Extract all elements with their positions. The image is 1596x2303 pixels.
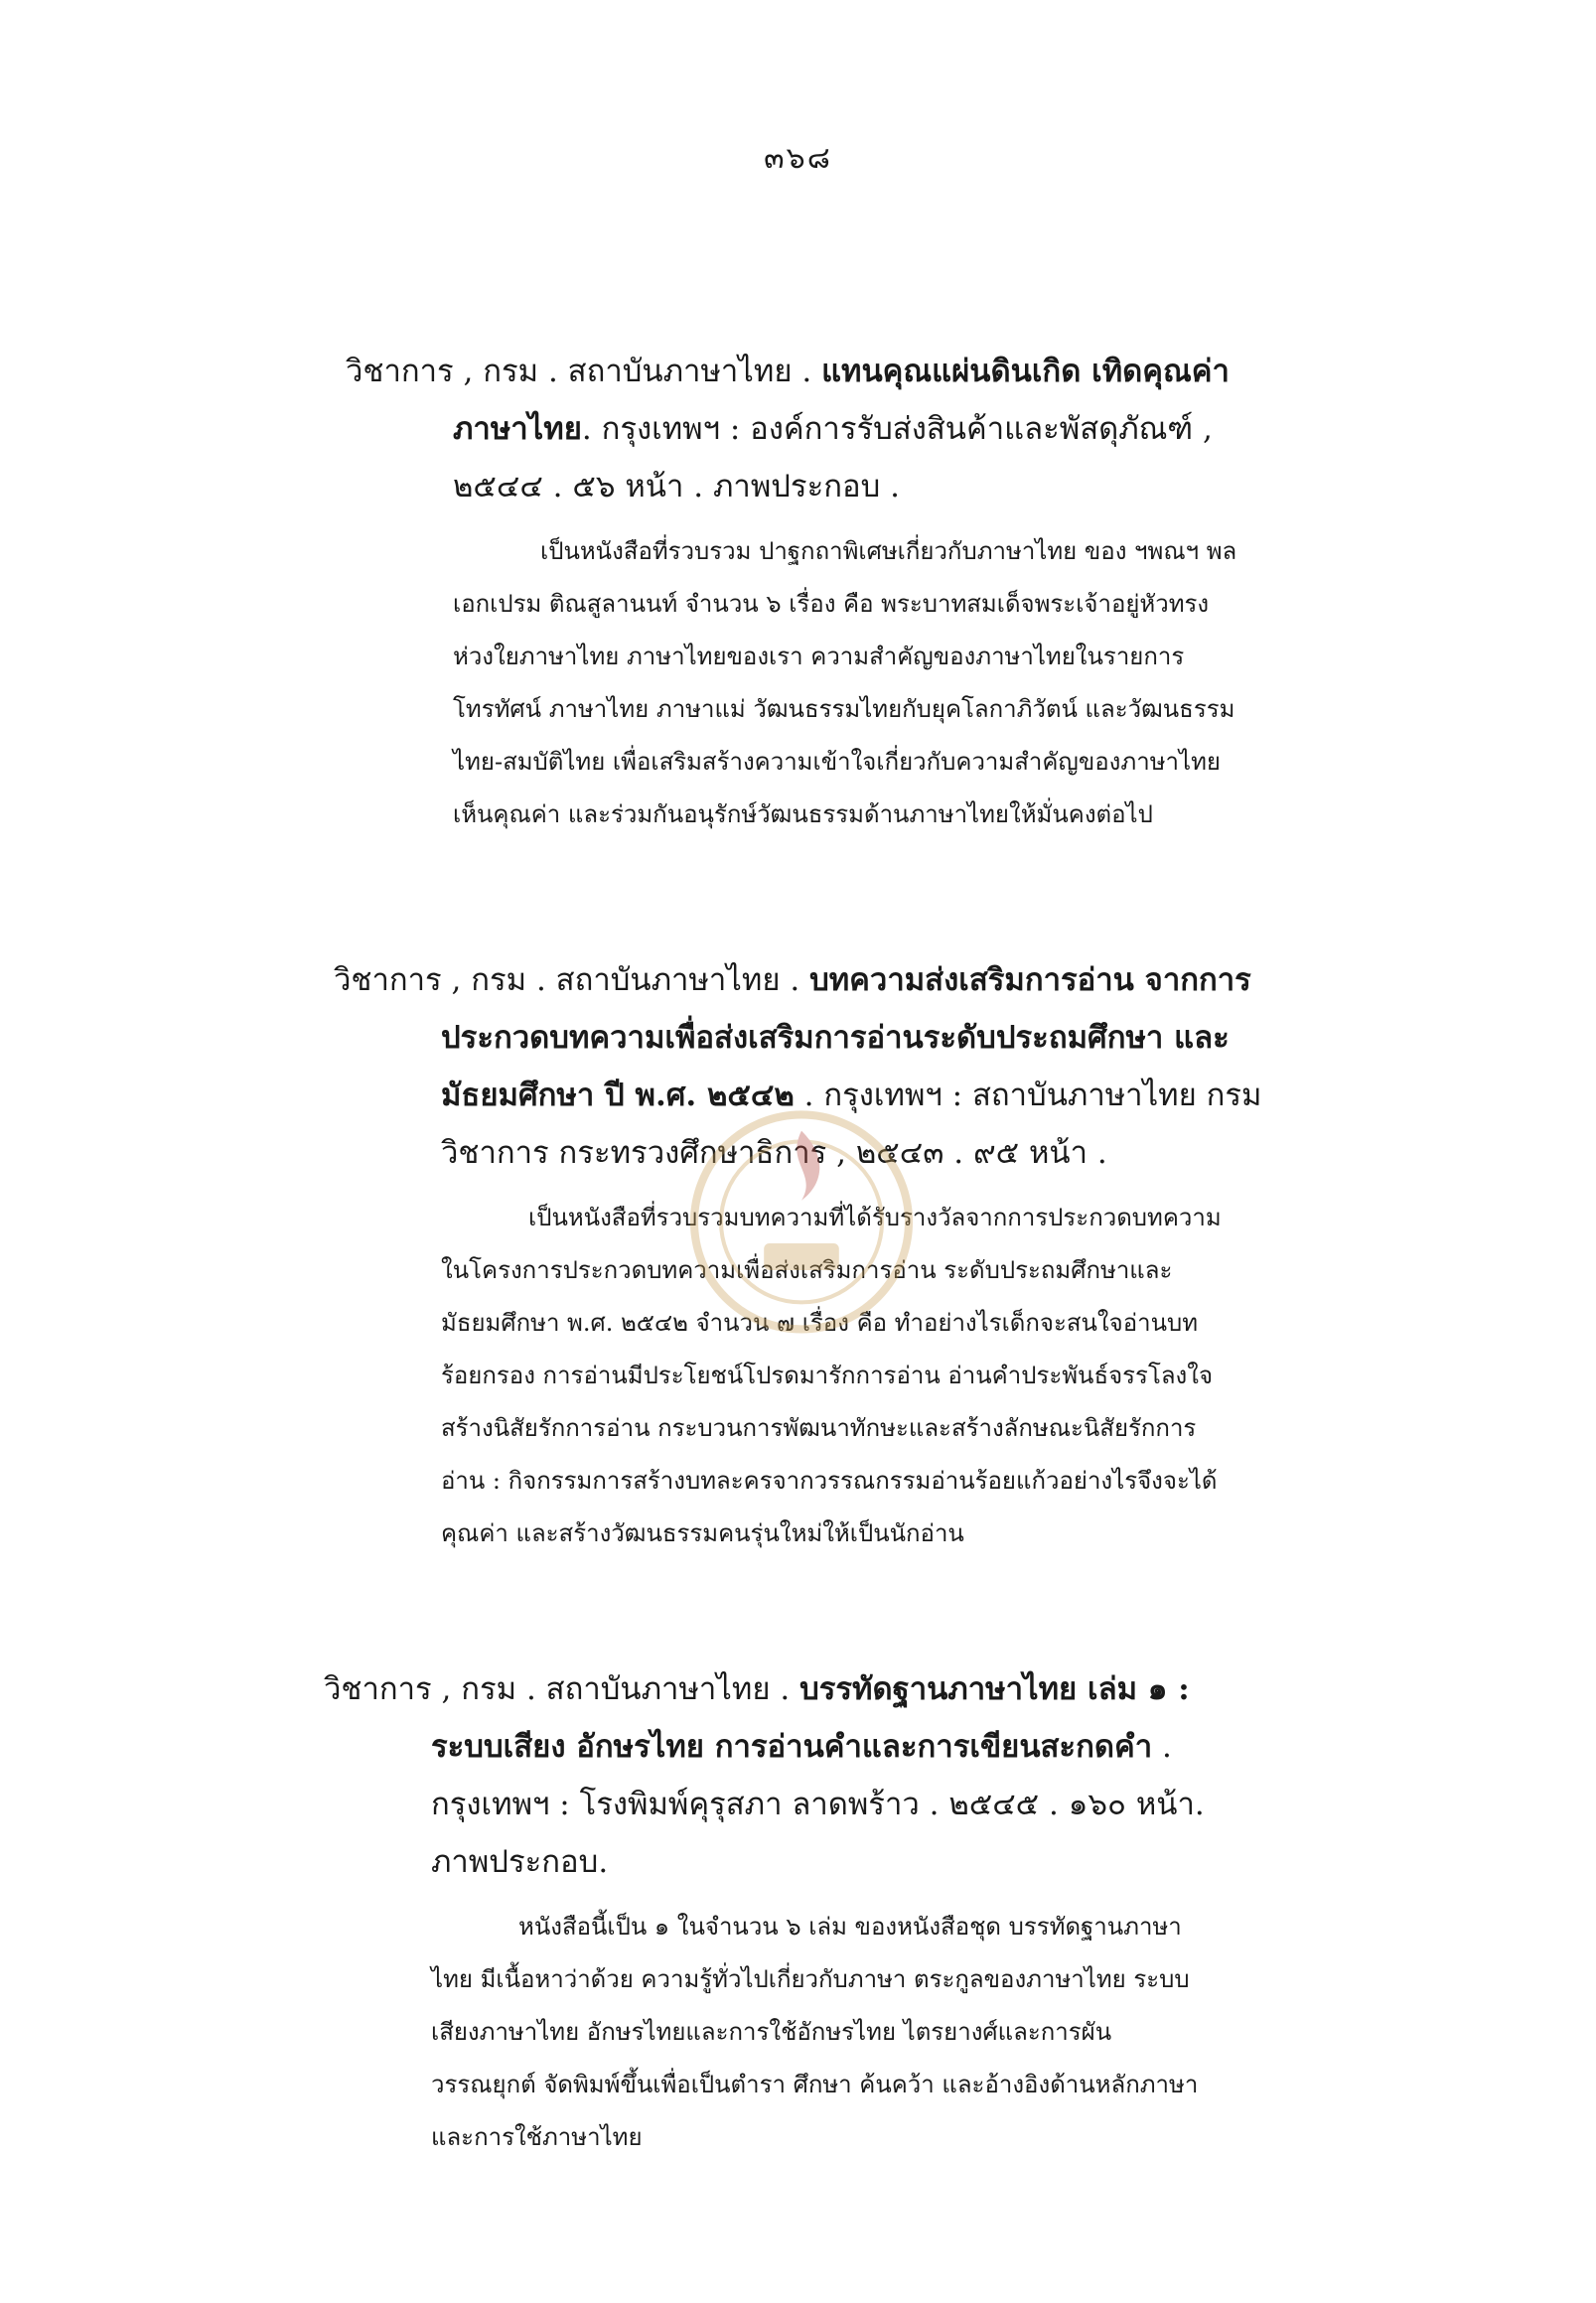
citation-author: วิชาการ , กรม . สถาบันภาษาไทย .: [346, 354, 822, 389]
bibliography-entry: [0, 343, 1596, 841]
citation: [324, 1660, 1267, 1891]
citation: [334, 951, 1277, 1182]
annotation: หนังสือนี้เป็น ๑ ในจำนวน ๖ เล่ม ของหนังสือชุด บรรทัดฐานภาษาไทย มีเนื้อหาว่าด้วย ความรู้ทั่วไปเกี่ยวกับภาษา ตระกูลของภาษาไทย ระบบเสียงภาษาไทย อักษรไทยและการใช้อักษรไทย ไตรยางศ์และการผันวรรณยุกต์ จัดพิมพ์ขึ้นเพื่อเป็นตำรา ศึกษา ค้นคว้า และอ้างอิงด้านหลักภาษาและการใช้ภาษาไทย: [431, 1913, 1199, 2151]
citation-publication: . กรุงเทพฯ : โรงพิมพ์คุรุสภา ลาดพร้าว . ๒๕๔๕ . ๑๖๐ หน้า. ภาพประกอบ.: [431, 1729, 1205, 1880]
annotation: เป็นหนังสือที่รวบรวม ปาฐกถาพิเศษเกี่ยวกับภาษาไทย ของ ฯพณฯ พลเอกเปรม ติณสูลานนท์ จำนวน ๖ เรื่อง คือ พระบาทสมเด็จพระเจ้าอยู่หัวทรงห่วงใยภาษาไทย ภาษาไทยของเรา ความสำคัญของภาษาไทยในรายการโทรทัศน์ ภาษาไทย ภาษาแม่ วัฒนธรรมไทยกับยุคโลกาภิวัตน์ และวัฒนธรรมไทย-สมบัติไทย เพื่อเสริมสร้างความเข้าใจเกี่ยวกับความสำคัญของภาษาไทย เห็นคุณค่า และร่วมกันอนุรักษ์วัฒนธรรมด้านภาษาไทยให้มั่นคงต่อไป: [453, 537, 1237, 828]
citation-author: วิชาการ , กรม . สถาบันภาษาไทย .: [334, 962, 810, 998]
annotation: เป็นหนังสือที่รวบรวมบทความที่ได้รับรางวัลจากการประกวดบทความในโครงการประกวดบทความเพื่อส่งเสริมการอ่าน ระดับประถมศึกษาและมัธยมศึกษา พ.ศ. ๒๕๔๒ จำนวน ๗ เรื่อง คือ ทำอย่างไรเด็กจะสนใจอ่านบทร้อยกรอง การอ่านมีประโยชน์โปรดมารักการอ่าน อ่านคำประพันธ์จรรโลงใจสร้างนิสัยรักการอ่าน กระบวนการพัฒนาทักษะและสร้างลักษณะนิสัยรักการอ่าน : กิจกรรมการสร้างบทละครจากวรรณกรรมอ่านร้อยแก้วอย่างไรจึงจะได้คุณค่า และสร้างวัฒนธรรมคนรุ่นใหม่ให้เป็นนักอ่าน: [441, 1204, 1222, 1547]
citation-title: บรรทัดฐานภาษาไทย เล่ม ๑ : ระบบเสียง อักษรไทย การอ่านคำและการเขียนสะกดคำ: [431, 1671, 1190, 1765]
citation-publication: . กรุงเทพฯ : สถาบันภาษาไทย กรมวิชาการ กระทรวงศึกษาธิการ , ๒๕๔๓ . ๙๕ หน้า .: [441, 1078, 1262, 1171]
bibliography-entry: [0, 1660, 1596, 2164]
bibliography-entry: [0, 951, 1596, 1560]
citation: [346, 343, 1299, 515]
citation-title: แทนคุณแผ่นดินเกิด เทิดคุณค่าภาษาไทย: [453, 354, 1230, 447]
citation-publication: . กรุงเทพฯ : องค์การรับส่งสินค้าและพัสดุภัณฑ์ , ๒๕๔๔ . ๕๖ หน้า . ภาพประกอบ .: [453, 411, 1213, 504]
citation-title: บทความส่งเสริมการอ่าน จากการประกวดบทความเพื่อส่งเสริมการอ่านระดับประถมศึกษา และมัธยมศึกษา ปี พ.ศ. ๒๕๔๒: [441, 962, 1251, 1113]
page-number: ๓๖๘: [764, 141, 832, 176]
citation-author: วิชาการ , กรม . สถาบันภาษาไทย .: [324, 1671, 800, 1707]
